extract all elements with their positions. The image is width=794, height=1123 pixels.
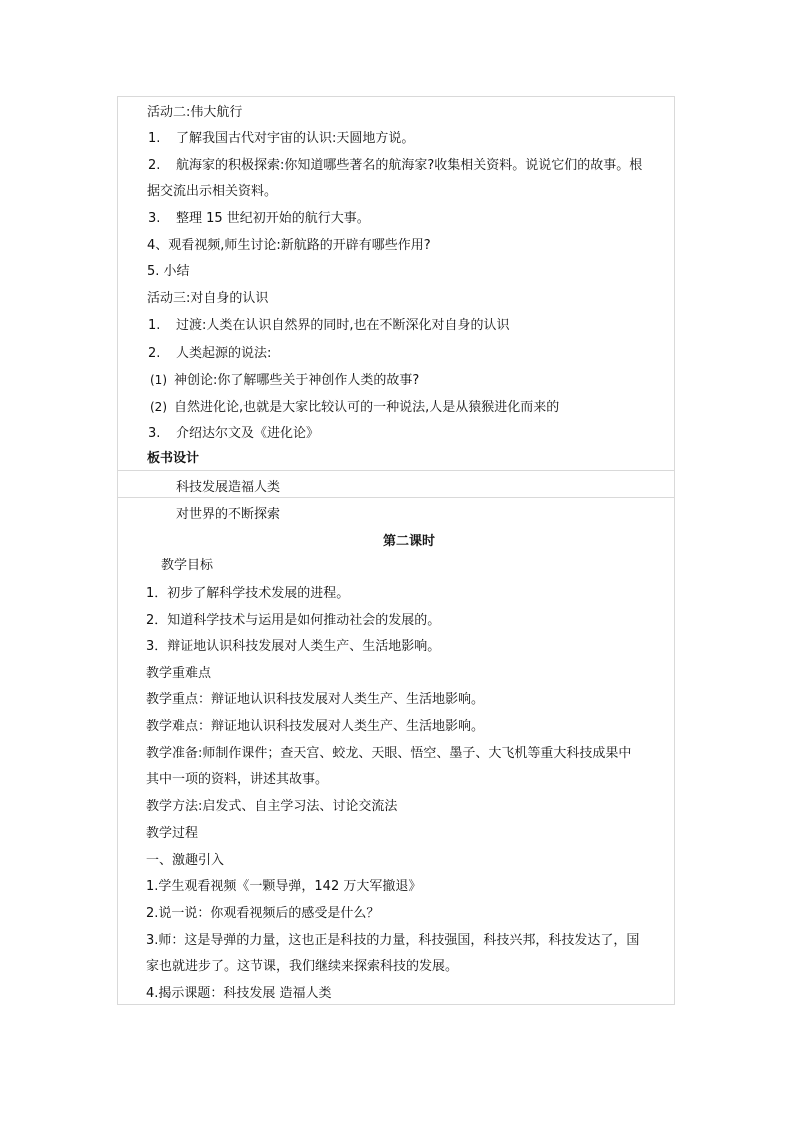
process-step-continuation: 家也就进步了。这节课，我们继续来探索科技的发展。 [146,959,459,974]
teaching-methods: 教学方法:启发式、自主学习法、讨论交流法 [146,799,398,814]
item-text: 整理 15 世纪初开始的航行大事。 [176,211,370,226]
list-item [148,425,319,443]
item-text: 介绍达尔文及《进化论》 [176,426,320,441]
difficult-point: 教学难点：辩证地认识科技发展对人类生产、生活地影响。 [146,719,485,734]
item-number: 2. [148,158,161,173]
list-item [150,398,559,417]
item-number: 3. [148,426,161,441]
goal-item: 1．初步了解科学技术发展的进程。 [146,586,350,601]
item-number: 3. [148,211,161,226]
process-step: 3.师：这是导弹的力量，这也正是科技的力量，科技强国，科技兴邦，科技发达了，国 [146,933,640,948]
board-line-2: 对世界的不断探索 [176,507,281,522]
key-point: 教学重点：辩证地认识科技发展对人类生产、生活地影响。 [146,692,485,707]
activity2-title: 活动二:伟大航行 [147,105,243,120]
list-item [148,210,370,228]
item-text: 神创论:你了解哪些关于神创作人类的故事? [174,373,420,388]
activity3-title: 活动三:对自身的认识 [147,291,269,306]
item-number: (2) [150,400,167,414]
item-text: 人类起源的说法: [176,346,272,361]
item-text: 了解我国古代对宇宙的认识:天圆地方说。 [176,131,415,146]
item-number: 1. [148,131,161,146]
item-text: 航海家的积极探索:你知道哪些著名的航海家?收集相关资料。说说它们的故事。根 [176,158,643,173]
process-step: 2.说一说：你观看视频后的感受是什么？ [146,906,380,921]
goal-item: 3．辩证地认识科技发展对人类生产、生活地影响。 [146,639,441,654]
difficulty-heading: 教学重难点 [146,666,212,681]
board-heading: 板书设计 [147,451,200,466]
list-item: 5. 小结 [147,264,190,279]
list-item: 4、观看视频,师生讨论:新航路的开辟有哪些作用? [147,238,431,253]
process-step: 1.学生观看视频《一颗导弹，142 万大军撤退》 [146,879,422,894]
list-item [148,317,510,335]
list-item [148,157,642,175]
list-item-continuation: 据交流出示相关资料。 [147,184,278,199]
board-line-1: 科技发展造福人类 [176,480,281,495]
item-number: (1) [150,373,167,387]
preparation-line-2: 其中一项的资料，讲述其故事。 [146,772,329,787]
item-number: 2. [148,346,161,361]
preparation-line-1: 教学准备:师制作课件；查天宫、蛟龙、天眼、悟空、墨子、大飞机等重大科技成果中 [146,746,632,761]
intro-heading: 一、激趣引入 [146,853,225,868]
item-text: 过渡:人类在认识自然界的同时,也在不断深化对自身的认识 [176,318,510,333]
list-item [148,130,414,148]
goals-heading: 教学目标 [161,558,214,573]
list-item [148,345,271,363]
lesson-title: 第二课时 [383,534,436,549]
list-item [150,371,419,390]
goal-item: 2．知道科学技术与运用是如何推动社会的发展的。 [146,613,441,628]
process-heading: 教学过程 [146,826,199,841]
process-step: 4.揭示课题：科技发展 造福人类 [146,986,332,1001]
item-number: 1. [148,318,161,333]
item-text: 自然进化论,也就是大家比较认可的一种说法,人是从猿猴进化而来的 [174,400,560,415]
